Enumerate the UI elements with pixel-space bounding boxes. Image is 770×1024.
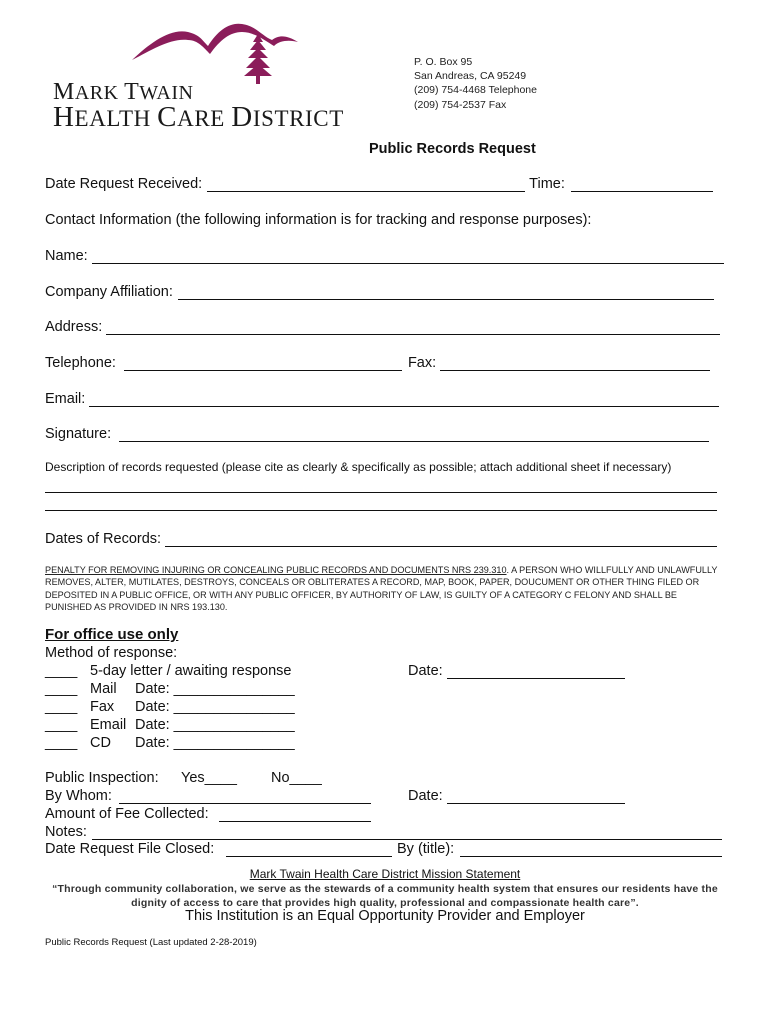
notes-input[interactable] xyxy=(92,825,722,840)
fee-input[interactable] xyxy=(219,807,371,822)
logo-name-line1: MARK TWAIN xyxy=(53,79,194,105)
inspection-date-label: Date: xyxy=(408,788,443,804)
description-label: Description of records requested (please cite as clearly & specifically as possible; attach additional sheet if necessary) xyxy=(45,460,672,474)
cd-date[interactable]: Date: _______________ xyxy=(135,735,295,751)
cd-label: CD xyxy=(90,735,111,751)
five-day-blank[interactable]: ____ xyxy=(45,663,78,679)
date-received-row xyxy=(45,176,713,192)
company-input[interactable] xyxy=(178,285,714,300)
email-method-label: Email xyxy=(90,717,127,733)
dates-of-records-label: Dates of Records: xyxy=(45,531,162,547)
name-label: Name: xyxy=(45,248,88,264)
file-closed-label: Date Request File Closed: xyxy=(45,841,215,857)
five-day-label: 5-day letter / awaiting response xyxy=(90,663,292,679)
company-label: Company Affiliation: xyxy=(45,284,173,300)
description-input-line[interactable] xyxy=(45,496,717,511)
address-line: P. O. Box 95 xyxy=(414,56,473,68)
email-blank[interactable]: ____ xyxy=(45,717,78,733)
name-input[interactable] xyxy=(92,249,724,264)
equal-opportunity-statement: This Institution is an Equal Opportunity Provider and Employer xyxy=(185,908,585,924)
fax-blank[interactable]: ____ xyxy=(45,699,78,715)
form-footer: Public Records Request (Last updated 2-28-2019) xyxy=(45,937,257,948)
email-label: Email: xyxy=(45,391,86,407)
five-day-date-input[interactable] xyxy=(447,664,625,679)
signature-row xyxy=(45,426,709,442)
cd-blank[interactable]: ____ xyxy=(45,735,78,751)
address-row xyxy=(45,319,720,335)
telephone-input[interactable] xyxy=(124,356,402,371)
file-closed-input[interactable] xyxy=(226,842,392,857)
logo-name-line2: HEALTH CARE DISTRICT xyxy=(53,101,344,133)
penalty-statute: PENALTY FOR REMOVING INJURING OR CONCEALING PUBLIC RECORDS AND DOCUMENTS NRS 239.310 xyxy=(45,565,507,575)
description-input-line[interactable] xyxy=(45,478,717,493)
form-title: Public Records Request xyxy=(369,141,536,157)
inspection-date-input[interactable] xyxy=(447,789,625,804)
name-row xyxy=(45,248,724,264)
by-title-label: By (title): xyxy=(397,841,455,857)
date-received-input[interactable] xyxy=(207,177,525,192)
mailing-address xyxy=(414,55,537,112)
mail-date[interactable]: Date: _______________ xyxy=(135,681,295,697)
mission-statement-title: Mark Twain Health Care District Mission Statement xyxy=(249,867,521,881)
fax-date[interactable]: Date: _______________ xyxy=(135,699,295,715)
mail-blank[interactable]: ____ xyxy=(45,681,78,697)
telephone-fax-row xyxy=(45,355,710,371)
dates-of-records-input[interactable] xyxy=(165,532,717,547)
public-inspection-label: Public Inspection: xyxy=(45,770,159,786)
contact-info-heading: Contact Information (the following information is for tracking and response purposes): xyxy=(45,212,592,228)
time-input[interactable] xyxy=(571,177,713,192)
district-logo xyxy=(50,18,360,138)
fax-line: (209) 754-2537 Fax xyxy=(414,98,507,111)
by-title-input[interactable] xyxy=(460,842,722,857)
public-inspection-no[interactable]: No____ xyxy=(271,770,322,786)
telephone-label: Telephone: xyxy=(45,355,116,371)
five-day-date-label: Date: xyxy=(408,663,443,679)
email-row xyxy=(45,391,719,407)
fee-label: Amount of Fee Collected: xyxy=(45,806,209,822)
signature-label: Signature: xyxy=(45,426,112,442)
fax-method-label: Fax xyxy=(90,699,115,715)
address-input[interactable] xyxy=(106,320,720,335)
address-line: San Andreas, CA 95249 xyxy=(414,70,527,83)
notes-label: Notes: xyxy=(45,824,87,840)
address-label: Address: xyxy=(45,319,103,335)
telephone-line: (209) 754-4468 Telephone xyxy=(414,84,537,97)
public-inspection-yes[interactable]: Yes____ xyxy=(181,770,237,786)
time-label: Time: xyxy=(529,176,565,192)
office-use-heading: For office use only xyxy=(45,626,179,643)
dates-of-records-row xyxy=(45,531,717,547)
email-date[interactable]: Date: _______________ xyxy=(135,717,295,733)
fax-label: Fax: xyxy=(407,355,437,371)
email-input[interactable] xyxy=(89,392,719,407)
penalty-text: . A PERSON WHO WILLFULLY AND UNLAWFULLY REMOVES, ALTER, MUTILATES, DESTROYS, CONCEALS OR OBLITERATES A RECORD, MAP, BOOK, PAPER, DOUCUMENT OR OTHER THING FILED OR DEPOSITED IN A PUBLIC OFFICE, OR WITH ANY PUBLIC OFFICER, BY AUTHORITY OF LAW, IS GUILTY OF A CATEGORY C FELONY AND SHALL BE PUNISHED AS PROVIDED IN NRS 193.130. xyxy=(45,565,718,612)
date-received-label: Date Request Received: xyxy=(45,176,203,192)
method-of-response-label: Method of response: xyxy=(45,645,178,661)
penalty-notice xyxy=(45,564,725,613)
fax-input[interactable] xyxy=(440,356,710,371)
mail-label: Mail xyxy=(90,681,117,697)
mission-statement-text: “Through community collaboration, we serve as the stewards of a community health system that ensures our residents have the dignity of access to care that provides high quality, professional and compassionate health care”. xyxy=(52,883,718,909)
mountain-tree-icon xyxy=(130,18,330,88)
by-whom-label: By Whom: xyxy=(45,788,112,804)
signature-input[interactable] xyxy=(119,427,709,442)
company-row xyxy=(45,284,714,300)
by-whom-input[interactable] xyxy=(119,789,371,804)
